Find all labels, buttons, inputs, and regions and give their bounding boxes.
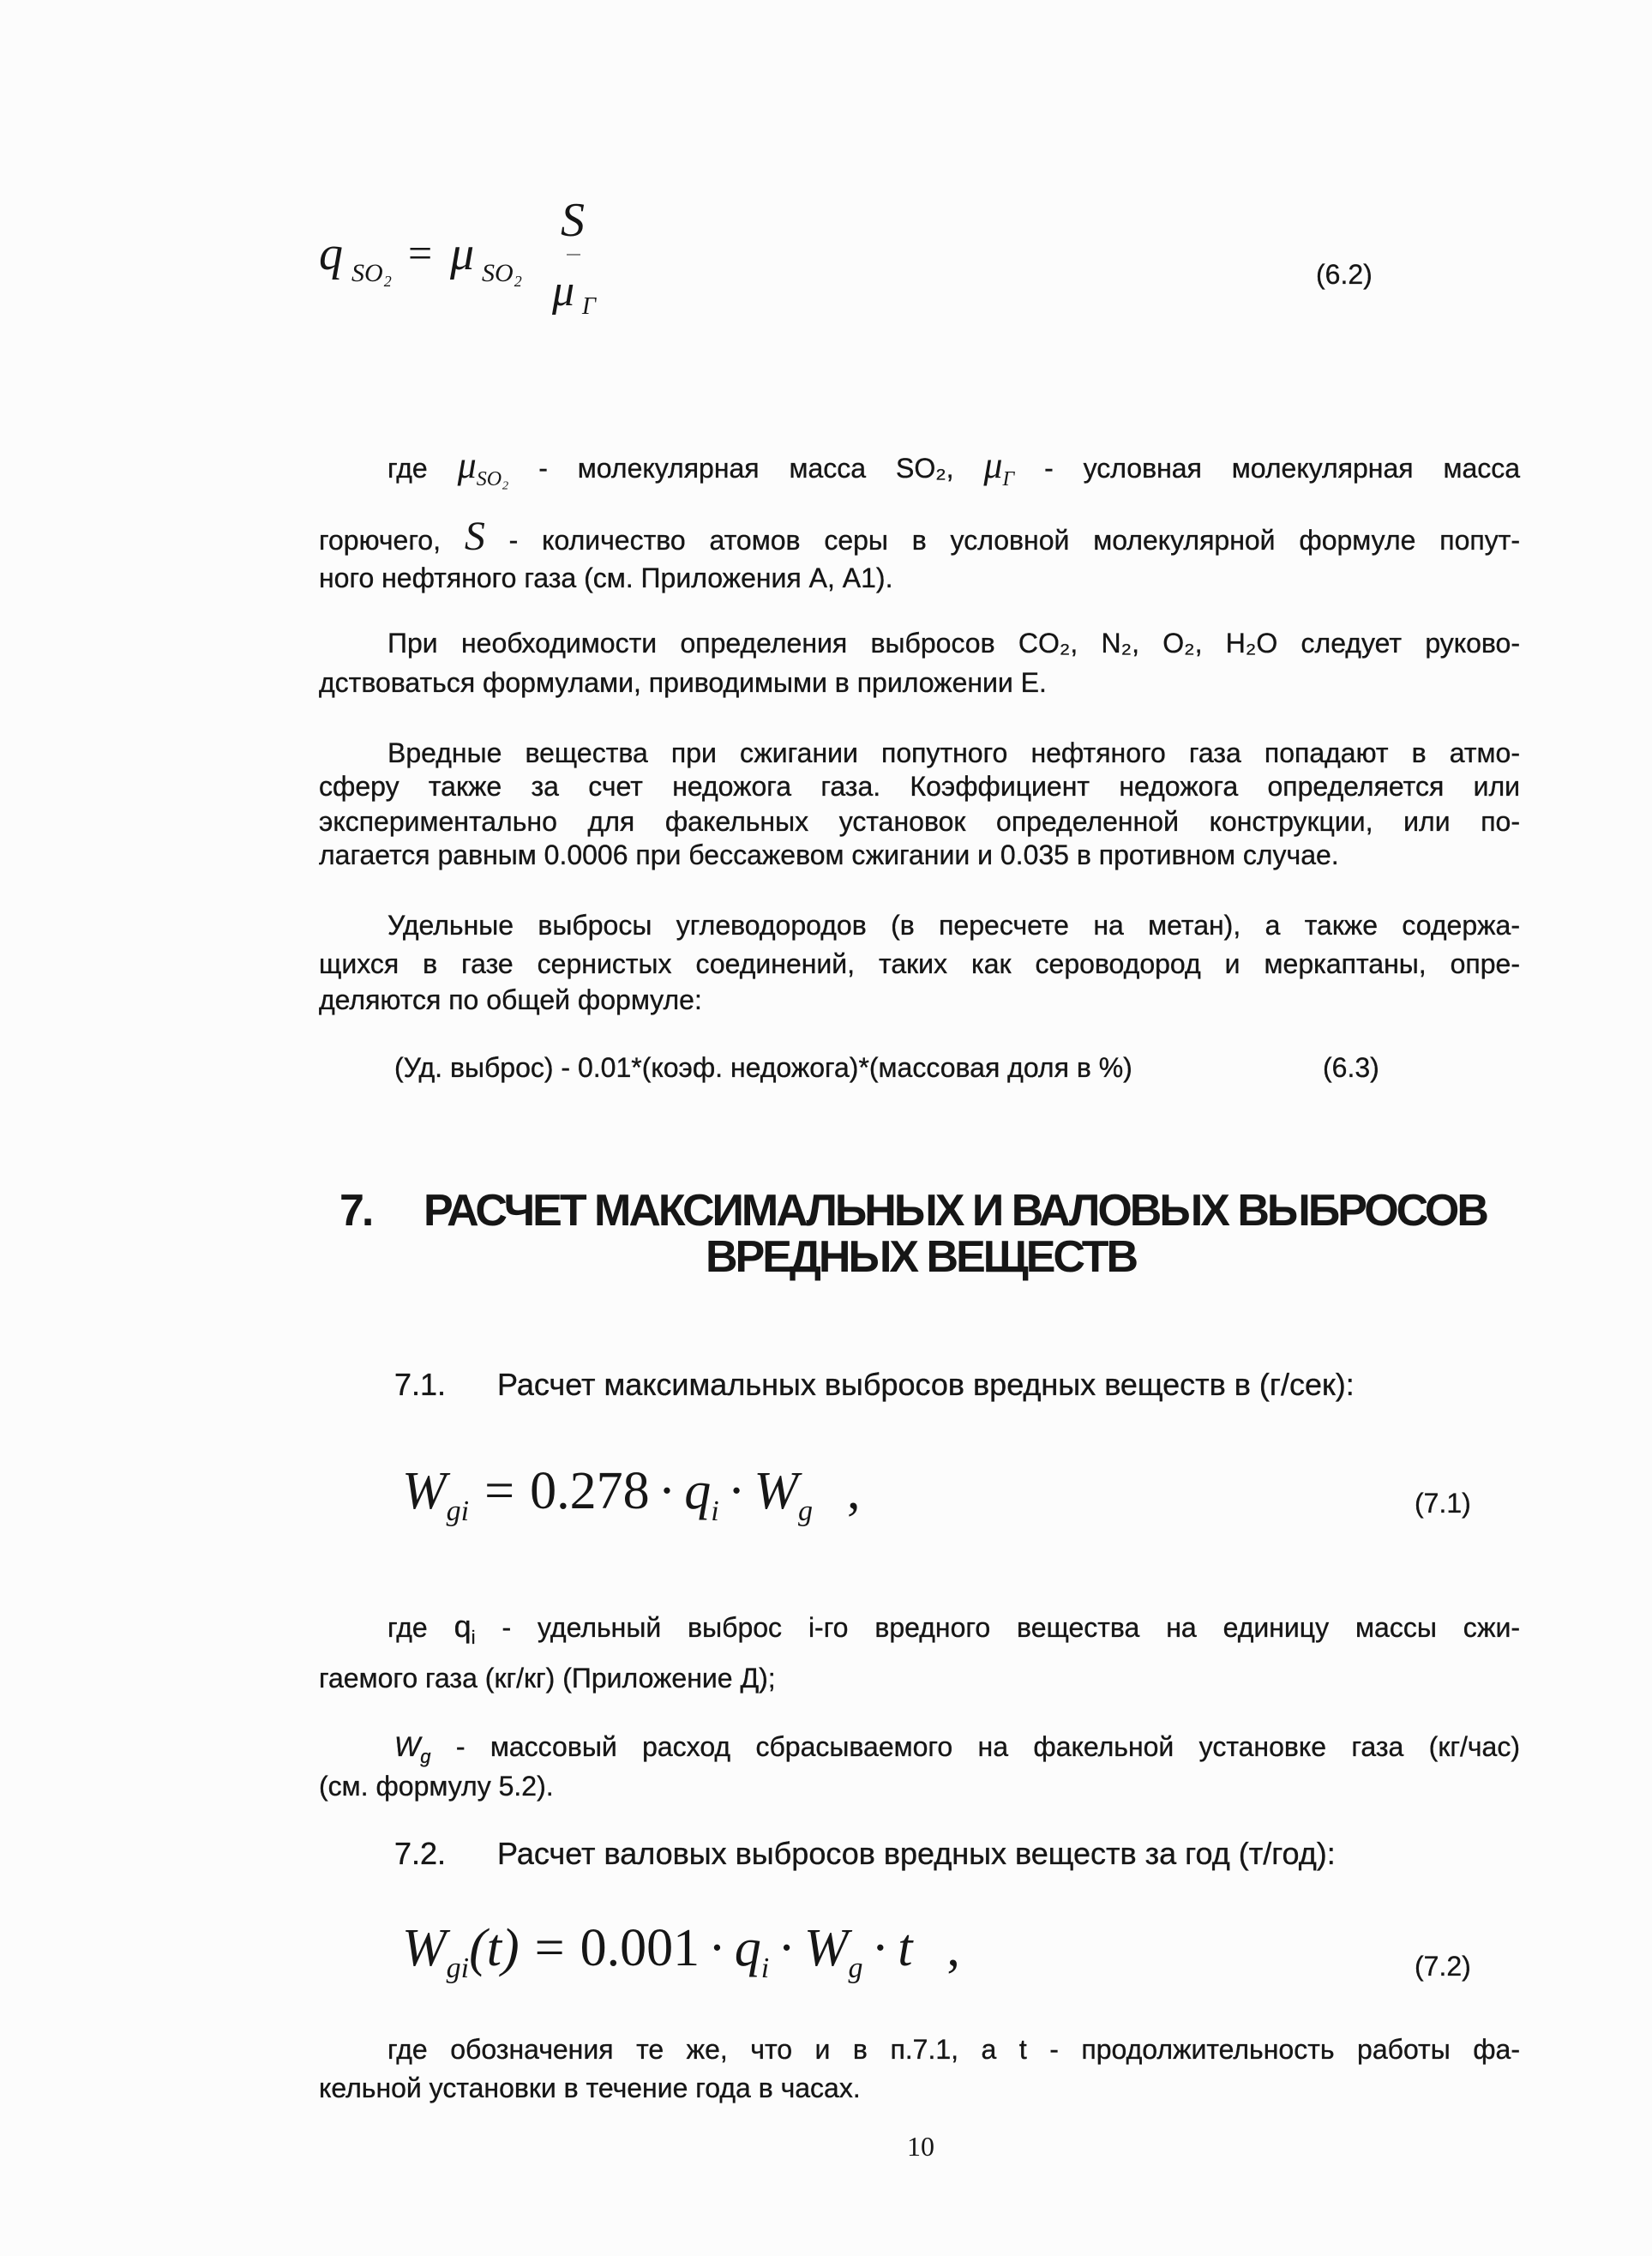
text-run: - удельный выброс i-го вредного вещества на единицу массы сжи- xyxy=(502,1612,1521,1643)
page-number: 10 xyxy=(907,2131,934,2162)
formula-symbol-w: W xyxy=(402,1462,447,1520)
paragraph-line xyxy=(394,1730,1521,1767)
formula-argument: (t) xyxy=(469,1919,520,1977)
symbol-subscript: i xyxy=(471,1627,476,1648)
paragraph-line: лагается равным 0.0006 при бессажевом сжигании и 0.035 в противном случае. xyxy=(319,839,1339,870)
formula-6-2-lhs: q xyxy=(319,227,343,280)
formula-subscript: gi xyxy=(446,1495,470,1527)
formula-7-2 xyxy=(402,1919,960,1984)
paragraph-line: щихся в газе сернистых соединений, таких как сероводород и меркаптаны, опре- xyxy=(319,948,1520,979)
formula-6-3-number: (6.3) xyxy=(1323,1052,1379,1083)
formula-6-2-denominator-subscript: Г xyxy=(582,293,596,320)
formula-subscript: g xyxy=(798,1495,813,1527)
symbol-subscript: Г xyxy=(1002,468,1015,490)
subsection-number: 7.2. xyxy=(394,1836,447,1871)
subsection-title: Расчет валовых выбросов вредных веществ за год (т/год): xyxy=(497,1836,1336,1871)
formula-subscript: i xyxy=(760,1952,770,1984)
formula-coefficient: 0.001 xyxy=(580,1919,700,1977)
text-run: - молекулярная масса SO₂, xyxy=(538,453,954,484)
paragraph-line: ного нефтяного газа (см. Приложения А, А1). xyxy=(319,562,893,593)
formula-dot: · xyxy=(727,1462,746,1520)
formula-6-2-equals: = xyxy=(408,229,433,277)
paragraph-line: где обозначения те же, что и в п.7.1, а t - продолжительность работы фа- xyxy=(387,2034,1520,2065)
formula-subscript: g xyxy=(848,1952,863,1984)
formula-symbol-w: W xyxy=(754,1462,798,1520)
text-run: где xyxy=(387,453,428,484)
formula-6-2-denominator: μ xyxy=(552,267,575,316)
paragraph-line: деляются по общей формуле: xyxy=(319,984,702,1015)
symbol-s: S xyxy=(464,514,485,559)
formula-equals: = xyxy=(484,1462,515,1520)
subsection-title: Расчет максимальных выбросов вредных веществ в (г/сек): xyxy=(497,1367,1355,1402)
formula-comma: , xyxy=(847,1462,861,1520)
paragraph-line: кельной установки в течение года в часах. xyxy=(319,2073,861,2103)
subsection-number: 7.1. xyxy=(394,1367,447,1402)
formula-symbol-q: q xyxy=(734,1919,761,1977)
formula-equals: = xyxy=(534,1919,565,1977)
formula-symbol-t: t xyxy=(898,1919,913,1977)
fraction-bar xyxy=(567,254,580,256)
paragraph-line: экспериментально для факельных установок определенной конструкции, или по- xyxy=(319,806,1520,837)
formula-comma: , xyxy=(946,1919,960,1977)
formula-7-2-number: (7.2) xyxy=(1415,1951,1471,1982)
paragraph-line: дствоваться формулами, приводимыми в приложении Е. xyxy=(319,667,1047,698)
formula-7-1 xyxy=(402,1462,861,1527)
text-run: - количество атомов серы в условной молекулярной формуле попут- xyxy=(508,525,1521,556)
symbol-subscript: g xyxy=(420,1746,431,1767)
symbol-w: W xyxy=(394,1731,421,1762)
formula-dot: · xyxy=(871,1919,890,1977)
text-run: - массовый расход сбрасываемого на факельной установке газа (кг/час) xyxy=(455,1731,1521,1762)
section-title-line-1: РАСЧЕТ МАКСИМАЛЬНЫХ И ВАЛОВЫХ ВЫБРОСОВ xyxy=(424,1186,1487,1236)
formula-subscript: i xyxy=(711,1495,719,1527)
formula-coefficient: 0.278 xyxy=(530,1462,650,1520)
symbol-subscript: SO₂ xyxy=(476,468,509,490)
symbol-q: q xyxy=(454,1609,472,1644)
paragraph-line: Удельные выбросы углеводородов (в пересчете на метан), а также содержа- xyxy=(387,910,1520,941)
formula-symbol-q: q xyxy=(684,1462,712,1520)
formula-symbol-w: W xyxy=(402,1919,447,1977)
paragraph-line: сферу также за счет недожога газа. Коэффициент недожога определяется или xyxy=(319,771,1520,802)
paragraph-line: При необходимости определения выбросов CO₂, N₂, O₂, H₂O следует руково- xyxy=(387,628,1520,659)
paragraph-line xyxy=(319,514,1521,559)
text-run: - условная молекулярная масса xyxy=(1044,453,1521,484)
formula-subscript: gi xyxy=(446,1952,470,1984)
formula-dot: · xyxy=(658,1462,676,1520)
paragraph-line xyxy=(387,444,1521,490)
formula-6-2-number: (6.2) xyxy=(1316,259,1373,290)
formula-6-3-text: (Уд. выброс) - 0.01*(коэф. недожога)*(массовая доля в %) xyxy=(394,1052,1132,1083)
paragraph-line xyxy=(387,1609,1521,1648)
paragraph-line: Вредные вещества при сжигании попутного нефтяного газа попадают в атмо- xyxy=(387,737,1520,768)
paragraph-line: (см. формулу 5.2). xyxy=(319,1771,554,1802)
formula-dot: · xyxy=(708,1919,726,1977)
symbol-mu: μ xyxy=(983,444,1003,486)
formula-6-2-lhs-subscript: SO₂ xyxy=(351,259,393,287)
paragraph-line: гаемого газа (кг/кг) (Приложение Д); xyxy=(319,1663,776,1694)
formula-6-2-numerator: S xyxy=(561,194,585,247)
text-run: горючего, xyxy=(319,525,441,556)
formula-symbol-w: W xyxy=(803,1919,849,1977)
section-number: 7. xyxy=(339,1186,372,1236)
formula-6-2-coefficient: μ xyxy=(450,227,475,280)
symbol-mu: μ xyxy=(457,444,477,486)
formula-dot: · xyxy=(778,1919,796,1977)
formula-7-1-number: (7.1) xyxy=(1415,1488,1471,1519)
text-run: где xyxy=(387,1612,428,1643)
section-title-line-2: ВРЕДНЫХ ВЕЩЕСТВ xyxy=(705,1232,1137,1282)
formula-6-2-coefficient-subscript: SO₂ xyxy=(482,259,523,287)
